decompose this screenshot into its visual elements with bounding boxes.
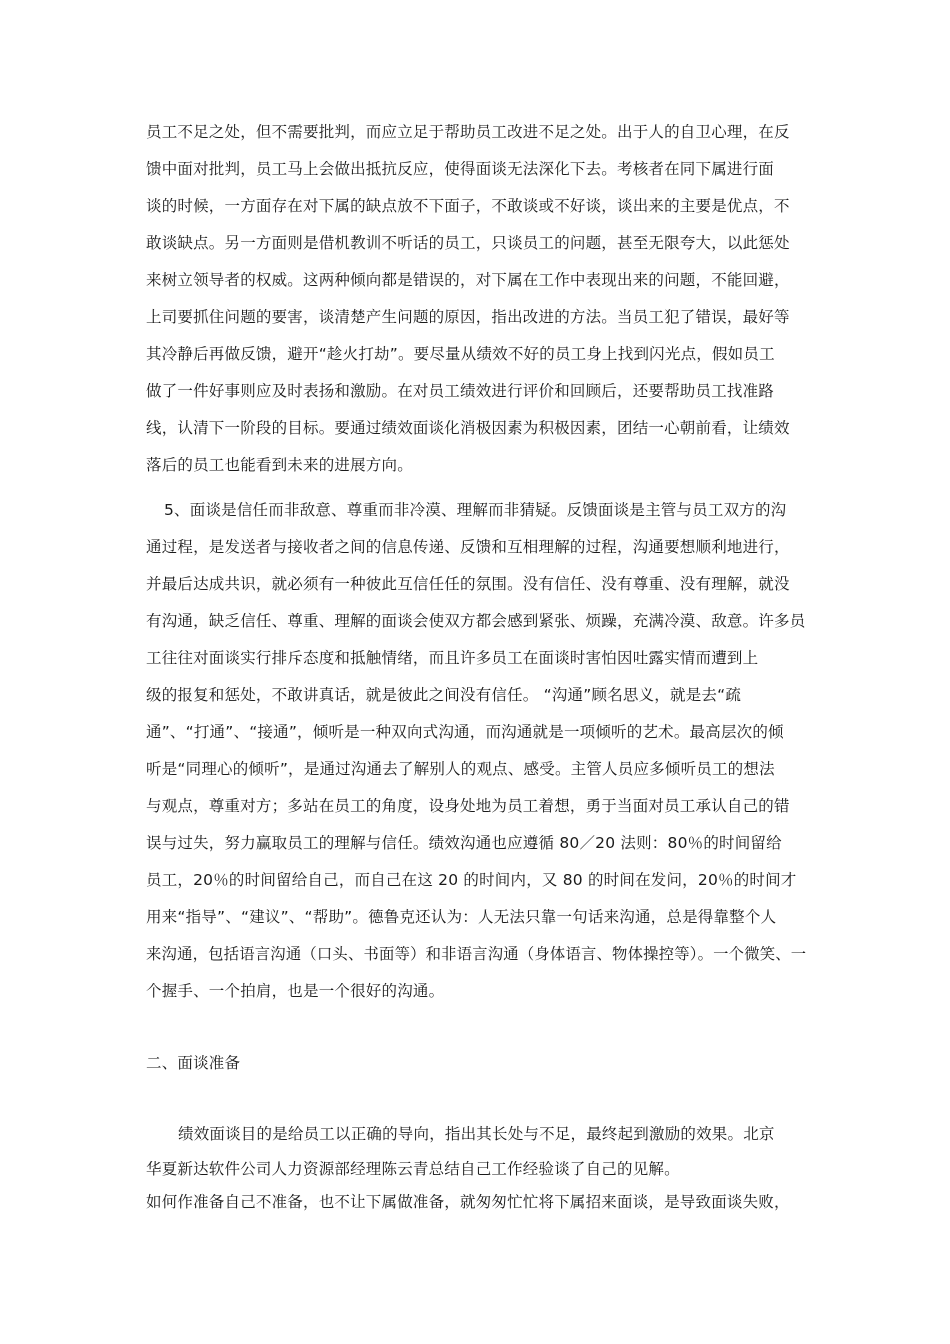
text-line: 华夏新达软件公司人力资源部经理陈云青总结自己工作经验谈了自己的见解。 <box>146 1160 680 1178</box>
text-line: 员工不足之处，但不需要批判，而应立足于帮助员工改进不足之处。出于人的自卫心理，在反 <box>146 123 790 141</box>
text-line: 敢谈缺点。另一方面则是借机教训不听话的员工，只谈员工的问题，甚至无限夸大，以此惩处 <box>146 234 790 252</box>
text-line: 听是“同理心的倾听”，是通过沟通去了解别人的观点、感受。主管人员应多倾听员工的想法 <box>146 760 775 778</box>
text-line: 员工，20％的时间留给自己，而自己在这 20 的时间内，又 80 的时间在发问，20％的时间才 <box>146 871 797 889</box>
text-line: 其冷静后再做反馈，避开“趁火打劫”。要尽量从绩效不好的员工身上找到闪光点，假如员工 <box>146 345 775 363</box>
text-line: 工往往对面谈实行排斥态度和抵触情绪，而且许多员工在面谈时害怕因吐露实情而遭到上 <box>146 649 759 667</box>
text-line: 来沟通，包括语言沟通（口头、书面等）和非语言沟通（身体语言、物体操控等）。一个微笑、一 <box>146 945 807 963</box>
text-line: 用来“指导”、“建议”、“帮助”。德鲁克还认为：人无法只靠一句话来沟通，总是得靠整个人 <box>146 908 777 926</box>
text-line: 如何作准备自己不准备，也不让下属做准备，就匆匆忙忙将下属招来面谈，是导致面谈失败， <box>146 1193 790 1211</box>
text-line: 上司要抓住问题的要害，谈清楚产生问题的原因，指出改进的方法。当员工犯了错误，最好等 <box>146 308 790 326</box>
text-line: 落后的员工也能看到未来的进展方向。 <box>146 456 413 474</box>
text-line: 绩效面谈目的是给员工以正确的导向，指出其长处与不足，最终起到激励的效果。北京 <box>178 1125 775 1143</box>
text-line: 来树立领导者的权威。这两种倾向都是错误的，对下属在工作中表现出来的问题，不能回避， <box>146 271 790 289</box>
text-line: 馈中面对批判，员工马上会做出抵抗反应，使得面谈无法深化下去。考核者在同下属进行面 <box>146 160 775 178</box>
text-line: 做了一件好事则应及时表扬和激励。在对员工绩效进行评价和回顾后，还要帮助员工找准路 <box>146 382 775 400</box>
text-line: 谈的时候，一方面存在对下属的缺点放不下面子，不敢谈或不好谈，谈出来的主要是优点，不 <box>146 197 790 215</box>
section-heading: 二、面谈准备 <box>146 1054 241 1072</box>
text-line: 有沟通，缺乏信任、尊重、理解的面谈会使双方都会感到紧张、烦躁，充满冷漠、敌意。许多员 <box>146 612 806 630</box>
text-line: 通过程，是发送者与接收者之间的信息传递、反馈和互相理解的过程，沟通要想顺利地进行， <box>146 538 790 556</box>
text-line: 个握手、一个拍肩，也是一个很好的沟通。 <box>146 982 445 1000</box>
text-line: 通”、“打通”、“接通”，倾听是一种双向式沟通，而沟通就是一项倾听的艺术。最高层次的倾 <box>146 723 784 741</box>
text-line: 5、面谈是信任而非敌意、尊重而非冷漠、理解而非猜疑。反馈面谈是主管与员工双方的沟 <box>164 501 787 519</box>
text-line: 误与过失，努力赢取员工的理解与信任。绩效沟通也应遵循 80／20 法则：80％的时间留给 <box>146 834 782 852</box>
text-line: 与观点，尊重对方；多站在员工的角度，设身处地为员工着想，勇于当面对员工承认自己的错 <box>146 797 790 815</box>
text-line: 线，认清下一阶段的目标。要通过绩效面谈化消极因素为积极因素，团结一心朝前看，让绩效 <box>146 419 790 437</box>
text-line: 级的报复和惩处，不敢讲真话，就是彼此之间没有信任。 “沟通”顾名思义，就是去“疏 <box>146 686 742 704</box>
text-line: 并最后达成共识，就必须有一种彼此互信任任的氛围。没有信任、没有尊重、没有理解，就没 <box>146 575 790 593</box>
